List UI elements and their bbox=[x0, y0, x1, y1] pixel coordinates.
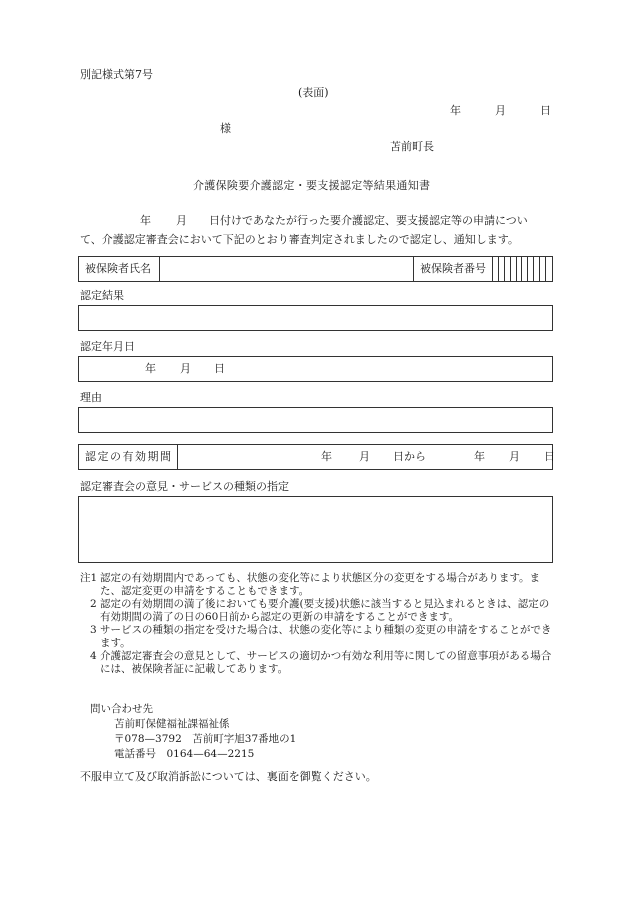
note-1-number: 注1 bbox=[80, 572, 98, 584]
note-1-text: 認定の有効期間内であっても、状態の変化等により状態区分の変更をする場合があります。また、認定変更の申請をすることもできます。 bbox=[100, 572, 541, 597]
addressee-suffix: 様 bbox=[220, 122, 231, 135]
contact-phone: 電話番号 0164—64—2215 bbox=[114, 748, 255, 760]
insured-name-field[interactable] bbox=[160, 257, 413, 281]
validity-field[interactable] bbox=[178, 445, 555, 469]
note-4-number: 4 bbox=[90, 650, 97, 662]
opinion-label: 認定審査会の意見・サービスの種類の指定 bbox=[80, 480, 289, 493]
issuer: 苫前町長 bbox=[390, 140, 434, 153]
note-1 bbox=[80, 572, 555, 597]
cert-date-field[interactable] bbox=[78, 356, 553, 382]
document-title: 介護保険要介護認定・要支援認定等結果通知書 bbox=[193, 179, 431, 192]
intro-line2: て、介護認定審査会において下記のとおり審査判定されましたので認定し、通知します。 bbox=[80, 233, 519, 246]
cert-date-label: 認定年月日 bbox=[80, 340, 135, 353]
validity-from-year: 年 bbox=[321, 450, 332, 463]
date-year: 年 bbox=[450, 104, 461, 117]
validity-to-day: 日 bbox=[544, 450, 555, 463]
validity-row bbox=[78, 444, 553, 470]
result-field[interactable] bbox=[78, 305, 553, 331]
note-4 bbox=[80, 650, 555, 675]
intro-line1: 日付けであなたが行った要介護認定、要支援認定等の申請につい bbox=[209, 214, 528, 227]
validity-to-month: 月 bbox=[509, 450, 520, 463]
side-label: (表面) bbox=[298, 86, 329, 99]
contact-heading: 問い合わせ先 bbox=[90, 703, 153, 715]
cert-date-month: 月 bbox=[180, 362, 191, 375]
insured-row bbox=[78, 256, 553, 282]
opinion-field[interactable] bbox=[78, 496, 553, 563]
cert-date-day: 日 bbox=[214, 362, 225, 375]
note-3 bbox=[80, 624, 555, 649]
reason-field[interactable] bbox=[78, 407, 553, 433]
insured-number-label: 被保険者番号 bbox=[420, 262, 486, 275]
contact-address: 〒078—3792 苫前町字旭37番地の1 bbox=[114, 733, 297, 745]
cert-date-year: 年 bbox=[145, 362, 156, 375]
contact-department: 苫前町保健福祉課福祉係 bbox=[114, 718, 230, 730]
intro-year: 年 bbox=[140, 214, 151, 227]
reason-label: 理由 bbox=[80, 391, 102, 404]
date-day: 日 bbox=[540, 104, 551, 117]
note-2 bbox=[80, 598, 555, 623]
appeal-notice: 不服申立て及び取消訴訟については、裏面を御覧ください。 bbox=[80, 770, 377, 783]
validity-to-year: 年 bbox=[474, 450, 485, 463]
insured-number-digit[interactable] bbox=[546, 257, 552, 281]
result-label: 認定結果 bbox=[80, 289, 124, 302]
validity-from-month: 月 bbox=[359, 450, 370, 463]
date-month: 月 bbox=[495, 104, 506, 117]
insured-number-field[interactable] bbox=[493, 257, 552, 281]
note-4-text: 介護認定審査会の意見として、サービスの適切かつ有効な利用等に関しての留意事項がある場合には、被保険者証に記載してあります。 bbox=[100, 650, 552, 675]
insured-name-label: 被保険者氏名 bbox=[85, 262, 151, 275]
form-number: 別記様式第7号 bbox=[80, 68, 153, 81]
note-2-number: 2 bbox=[90, 598, 97, 610]
notes-section bbox=[80, 572, 555, 675]
note-3-number: 3 bbox=[90, 624, 97, 636]
contact-block bbox=[90, 702, 296, 762]
validity-label: 認定の有効期間 bbox=[85, 450, 173, 463]
note-3-text: サービスの種類の指定を受けた場合は、状態の変化等により種類の変更の申請をすることができます。 bbox=[100, 624, 552, 649]
note-2-text: 認定の有効期間の満了後においても要介護(要支援)状態に該当すると見込まれるときは、認定の有効期間の満了の日の60日前から認定の更新の申請をすることができます。 bbox=[100, 598, 550, 623]
intro-month: 月 bbox=[176, 214, 187, 227]
validity-from-day: 日から bbox=[393, 450, 426, 463]
